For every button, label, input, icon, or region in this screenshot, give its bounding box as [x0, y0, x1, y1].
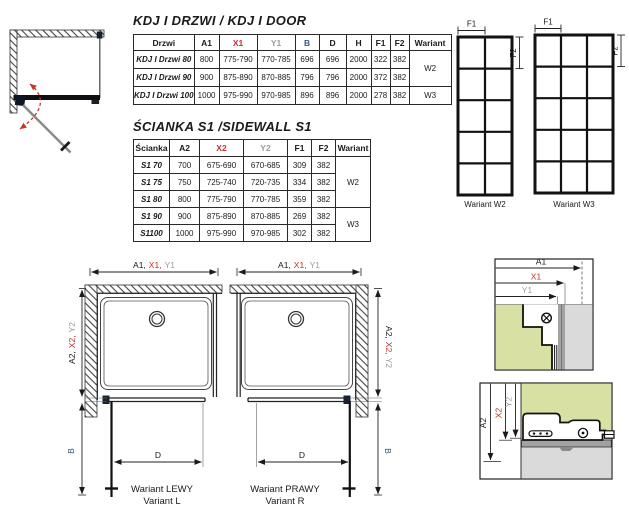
left-side-dimension-label: A2,X2,Y2 [67, 322, 77, 364]
right-caption-line1: Wariant PRAWY [250, 484, 320, 495]
column-header: Ścianka [134, 140, 170, 157]
table-cell: 775-790 [219, 51, 257, 69]
table-cell: 359 [288, 191, 312, 208]
column-header: X1 [219, 35, 257, 51]
door-sill [248, 396, 351, 405]
w2-f2-label: F2 [509, 48, 518, 58]
row-label: KDJ I Drzwi 90 [134, 69, 195, 87]
plan-variant-right [230, 260, 394, 507]
table-cell: 720-735 [244, 174, 288, 191]
table-cell: 970-985 [244, 225, 288, 242]
table-cell: 870-885 [257, 69, 295, 87]
table-cell: 372 [371, 69, 390, 87]
column-header: Wariant [409, 35, 451, 51]
right-wall-hatch-side [356, 285, 368, 417]
table-cell: 900 [194, 69, 219, 87]
table-row [134, 174, 371, 191]
door-table [133, 34, 452, 105]
table-cell: 896 [295, 87, 319, 105]
spec-table [133, 34, 452, 105]
table-row [134, 191, 371, 208]
table-cell: 382 [312, 208, 336, 225]
right-d-label: D [298, 450, 306, 460]
screw-icon [542, 313, 552, 323]
table-cell: 975-990 [200, 225, 244, 242]
variant-w2-drawing [458, 20, 524, 210]
left-caption-line2: Variant L [143, 496, 181, 507]
detail-y1-label: Y1 [521, 285, 533, 295]
table-row [134, 225, 371, 242]
left-d-label: D [154, 450, 162, 460]
table-cell: 382 [312, 174, 336, 191]
table-cell: 725-740 [200, 174, 244, 191]
door-sill [103, 396, 206, 405]
detail-a1-label: A1 [535, 256, 547, 267]
screw-icon [578, 428, 587, 437]
table-cell: 796 [319, 69, 346, 87]
row-label: KDJ I Drzwi 80 [134, 51, 195, 69]
table-row [134, 87, 452, 105]
right-top-dimension-label: A1, X1, Y1 [278, 260, 320, 270]
sidewall-table [133, 139, 371, 242]
right-d-dimension [257, 403, 349, 467]
variant-cell: W2 [336, 157, 371, 208]
column-header: A2 [170, 140, 200, 157]
door-closed-bar [14, 95, 101, 100]
column-header: H [346, 35, 371, 51]
left-d-dimension [115, 403, 204, 467]
table-row [134, 51, 452, 69]
table-cell: 382 [390, 69, 409, 87]
detail-x2-label: X2 [493, 407, 504, 419]
table-cell: 675-690 [200, 157, 244, 174]
variant-grids [440, 10, 629, 215]
table-cell: 2000 [346, 69, 371, 87]
plan-variant-left [66, 260, 222, 507]
column-header: A1 [194, 35, 219, 51]
table-cell: 670-685 [244, 157, 288, 174]
left-wall-hatch-side [85, 285, 97, 417]
detail-a2-label: A2 [478, 417, 488, 429]
table-cell: 382 [312, 157, 336, 174]
table-cell: 775-790 [200, 191, 244, 208]
door-open-line [23, 105, 71, 153]
table-cell: 278 [371, 87, 390, 105]
table-cell: 900 [170, 208, 200, 225]
variant-cell: W3 [336, 208, 371, 242]
column-header: F1 [371, 35, 390, 51]
w3-f1-label: F1 [543, 17, 553, 27]
sidewall-table-title: ŚCIANKA S1 /SIDEWALL S1 [133, 119, 312, 134]
table-cell: 382 [312, 191, 336, 208]
column-header: Y1 [257, 35, 295, 51]
table-cell: 2000 [346, 87, 371, 105]
right-side-dimension-label: A2,X2,Y2 [384, 326, 394, 368]
table-cell: 2000 [346, 51, 371, 69]
row-label: KDJ I Drzwi 100 [134, 87, 195, 105]
table-cell: 800 [170, 191, 200, 208]
table-cell: 696 [319, 51, 346, 69]
table-cell: 1000 [170, 225, 200, 242]
plan-views [55, 255, 400, 515]
row-label: S1 80 [134, 191, 170, 208]
row-label: S1 70 [134, 157, 170, 174]
detail-y2-label: Y2 [503, 396, 514, 408]
section-details [455, 250, 629, 485]
table-cell: 696 [295, 51, 319, 69]
detail-top-section [495, 257, 593, 371]
table-cell: 875-890 [219, 69, 257, 87]
column-header: F2 [312, 140, 336, 157]
right-wall-hatch-top [230, 285, 368, 293]
left-wall-hatch-top [85, 285, 222, 293]
table-cell: 750 [170, 174, 200, 191]
table-cell: 302 [288, 225, 312, 242]
table-cell: 975-990 [219, 87, 257, 105]
table-header-row [134, 140, 371, 157]
column-header: Y2 [244, 140, 288, 157]
right-caption-line2: Variant R [265, 496, 305, 507]
detail-bottom-section [478, 383, 614, 479]
column-header: B [295, 35, 319, 51]
row-label: S1 75 [134, 174, 170, 191]
table-cell: 1000 [194, 87, 219, 105]
column-header: Drzwi [134, 35, 195, 51]
table-cell: 269 [288, 208, 312, 225]
wall-hatch-top [10, 30, 104, 37]
table-cell: 334 [288, 174, 312, 191]
table-cell: 896 [319, 87, 346, 105]
table-cell: 700 [170, 157, 200, 174]
table-row [134, 69, 452, 87]
table-cell: 770-785 [257, 51, 295, 69]
row-label: S1100 [134, 225, 170, 242]
table-row [134, 208, 371, 225]
left-caption-line1: Wariant LEWY [131, 484, 193, 495]
table-cell: 309 [288, 157, 312, 174]
table-cell: 382 [390, 51, 409, 69]
detail-x1-label: X1 [530, 271, 542, 282]
connector-tab [605, 431, 615, 438]
left-b-dimension-label: B [66, 448, 76, 454]
variant-cell: W3 [409, 87, 451, 105]
column-header: F2 [390, 35, 409, 51]
table-header-row [134, 35, 452, 51]
table-cell: 382 [312, 225, 336, 242]
row-label: S1 90 [134, 208, 170, 225]
column-header: D [319, 35, 346, 51]
table-cell: 875-890 [200, 208, 244, 225]
w3-caption: Wariant W3 [553, 200, 595, 209]
door-swing-schematic [0, 5, 130, 190]
table-cell: 796 [295, 69, 319, 87]
glass-section [522, 440, 612, 447]
table-cell: 382 [390, 87, 409, 105]
variant-cell: W2 [409, 51, 451, 87]
spec-table [133, 139, 371, 242]
wall-bracket-top [97, 32, 103, 39]
column-header: Wariant [336, 140, 371, 157]
left-top-dimension-label: A1, X1, Y1 [133, 260, 175, 270]
table-cell: 322 [371, 51, 390, 69]
w2-f1-label: F1 [466, 19, 477, 29]
table-cell: 970-985 [257, 87, 295, 105]
door-table-title: KDJ I DRZWI / KDJ I DOOR [133, 13, 307, 28]
table-cell: 870-885 [244, 208, 288, 225]
w3-f2-label: F2 [610, 46, 620, 56]
w2-caption: Wariant W2 [464, 200, 506, 209]
table-row [134, 157, 371, 174]
table-cell: 800 [194, 51, 219, 69]
column-header: X2 [200, 140, 244, 157]
table-cell: 770-785 [244, 191, 288, 208]
variant-w3-drawing [535, 18, 625, 210]
right-b-dimension-label: B [383, 448, 393, 454]
column-header: F1 [288, 140, 312, 157]
